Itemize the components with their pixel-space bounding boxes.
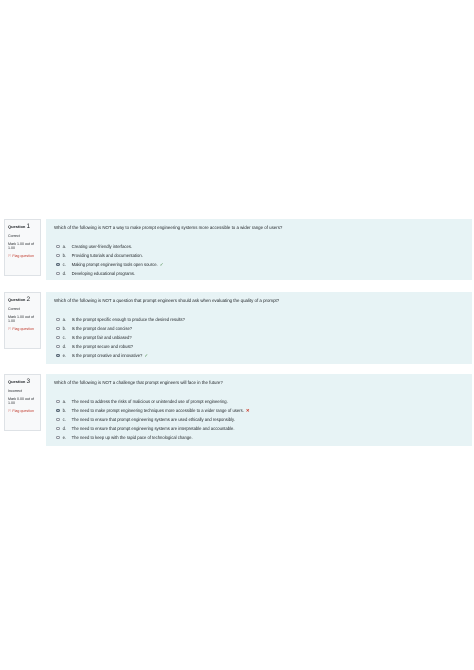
answer-option[interactable]: a. The need to address the risks of malicious or unintended use of prompt engineering. bbox=[54, 397, 464, 406]
answer-option[interactable]: b. Is the prompt clear and concise? bbox=[54, 324, 464, 333]
question-text: Which of the following is NOT a question that prompt engineers should ask when evaluating the quality of a prompt? bbox=[54, 298, 280, 303]
question-grade: Mark 1.00 out of 1.00 bbox=[8, 314, 34, 324]
question-text: Which of the following is NOT a challenge that prompt engineers will face in the future? bbox=[54, 380, 223, 385]
question-state: Incorrect bbox=[8, 388, 22, 393]
radio-button[interactable] bbox=[56, 318, 60, 322]
question-info bbox=[4, 219, 41, 276]
question-content bbox=[46, 374, 472, 446]
question-content bbox=[46, 292, 472, 364]
flag-question-link[interactable]: ⚐ Flag question bbox=[8, 254, 34, 259]
answer-list bbox=[54, 315, 464, 360]
answer-option[interactable]: b. The need to make prompt engineering techniques more accessible to a wider range of users. ✕ bbox=[54, 406, 464, 415]
radio-button[interactable] bbox=[56, 345, 60, 349]
flag-icon: ⚐ bbox=[8, 409, 12, 414]
answer-option[interactable]: a. Creating user-friendly interfaces. bbox=[54, 242, 464, 251]
check-icon: ✓ bbox=[144, 352, 149, 358]
answer-option[interactable]: b. Providing tutorials and documentation. bbox=[54, 251, 464, 260]
flag-question-link[interactable]: ⚐ Flag question bbox=[8, 327, 34, 332]
question-text: Which of the following is NOT a way to make prompt engineering systems more accessible to a wider range of users? bbox=[54, 225, 283, 230]
question-info bbox=[4, 292, 41, 349]
answer-option[interactable]: d. Developing educational programs. bbox=[54, 269, 464, 278]
radio-button[interactable] bbox=[56, 327, 60, 331]
question-number: Question 2 bbox=[8, 296, 31, 303]
radio-button-selected[interactable] bbox=[56, 354, 60, 358]
radio-button-selected[interactable] bbox=[56, 263, 60, 267]
radio-button[interactable] bbox=[56, 336, 60, 340]
flag-icon: ⚐ bbox=[8, 254, 12, 259]
question-content bbox=[46, 219, 472, 280]
answer-option[interactable]: c. Is the prompt fair and unbiased? bbox=[54, 333, 464, 342]
answer-option[interactable]: c. Making prompt engineering tools open source. ✓ bbox=[54, 260, 464, 269]
answer-option[interactable]: a. Is the prompt specific enough to produce the desired results? bbox=[54, 315, 464, 324]
answer-option[interactable]: e. Is the prompt creative and innovative? ✓ bbox=[54, 351, 464, 360]
question-number: Question 3 bbox=[8, 378, 31, 385]
answer-option[interactable]: d. Is the prompt secure and robust? bbox=[54, 342, 464, 351]
radio-button[interactable] bbox=[56, 418, 60, 422]
radio-button[interactable] bbox=[56, 427, 60, 431]
question-number: Question 1 bbox=[8, 223, 31, 230]
radio-button[interactable] bbox=[56, 436, 60, 440]
question-grade: Mark 0.00 out of 1.00 bbox=[8, 396, 34, 406]
radio-button[interactable] bbox=[56, 272, 60, 276]
answer-option[interactable]: d. The need to ensure that prompt engineering systems are interpretable and accountable. bbox=[54, 424, 464, 433]
radio-button[interactable] bbox=[56, 245, 60, 249]
radio-button-selected[interactable] bbox=[56, 409, 60, 413]
check-icon: ✓ bbox=[159, 261, 164, 267]
answer-list bbox=[54, 397, 464, 442]
radio-button[interactable] bbox=[56, 400, 60, 404]
flag-icon: ⚐ bbox=[8, 327, 12, 332]
question-state: Correct bbox=[8, 306, 20, 311]
flag-question-link[interactable]: ⚐ Flag question bbox=[8, 409, 34, 414]
answer-list bbox=[54, 242, 464, 278]
question-grade: Mark 1.00 out of 1.00 bbox=[8, 241, 34, 251]
answer-option[interactable]: c. The need to ensure that prompt engineering systems are used ethically and responsibly. bbox=[54, 415, 464, 424]
answer-option[interactable]: e. The need to keep up with the rapid pace of technological change. bbox=[54, 433, 464, 442]
question-state: Correct bbox=[8, 233, 20, 238]
question-info bbox=[4, 374, 41, 431]
radio-button[interactable] bbox=[56, 254, 60, 258]
cross-icon: ✕ bbox=[245, 407, 250, 413]
